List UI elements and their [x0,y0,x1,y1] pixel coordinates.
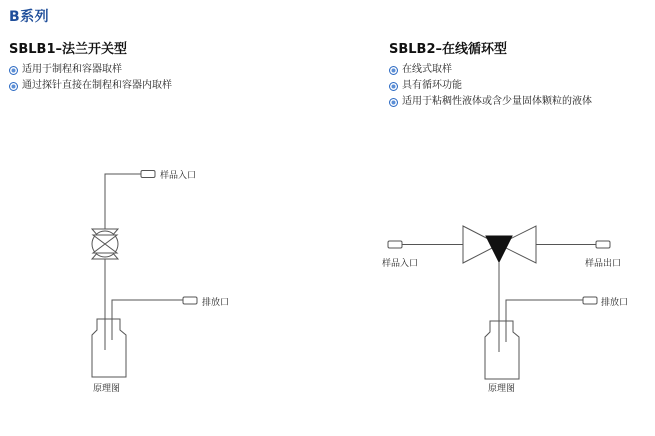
right-sample-inlet-label: 样品入口 [382,259,419,269]
series-title: B系列 [9,9,50,25]
right-drain-pipe [506,300,583,340]
left-schematic [92,171,197,378]
left-drain-pipe [112,300,183,335]
left-feature-item: 通过探针直接在制程和容器内取样 [9,78,172,94]
right-drain-connector [583,297,597,304]
right-inlet-connector [388,241,402,248]
left-feature-item: 适用于制程和容器取样 [9,62,172,78]
right-feature-item: 适用于粘稠性液体或含少量固体颗粒的液体 [389,94,592,110]
right-outlet-connector [596,241,610,248]
left-drain-connector [183,297,197,304]
right-sample-bottle [485,321,519,379]
right-schematic [388,226,610,379]
left-inlet-connector [141,171,155,178]
left-section-title: SBLB1–法兰开关型 [9,42,128,57]
right-feature-item: 具有循环功能 [389,78,592,94]
right-schematic-caption: 原理图 [488,384,516,394]
right-section-title: SBLB2–在线循环型 [389,42,508,57]
right-feature-item: 在线式取样 [389,62,592,78]
left-schematic-caption: 原理图 [93,384,121,394]
left-sample-inlet-label: 样品入口 [160,171,197,181]
left-drain-label: 排放口 [202,298,230,308]
right-sample-outlet-label: 样品出口 [585,259,622,269]
left-sample-bottle [92,319,126,377]
right-drain-label: 排放口 [601,298,629,308]
left-inlet-pipe [105,174,141,232]
